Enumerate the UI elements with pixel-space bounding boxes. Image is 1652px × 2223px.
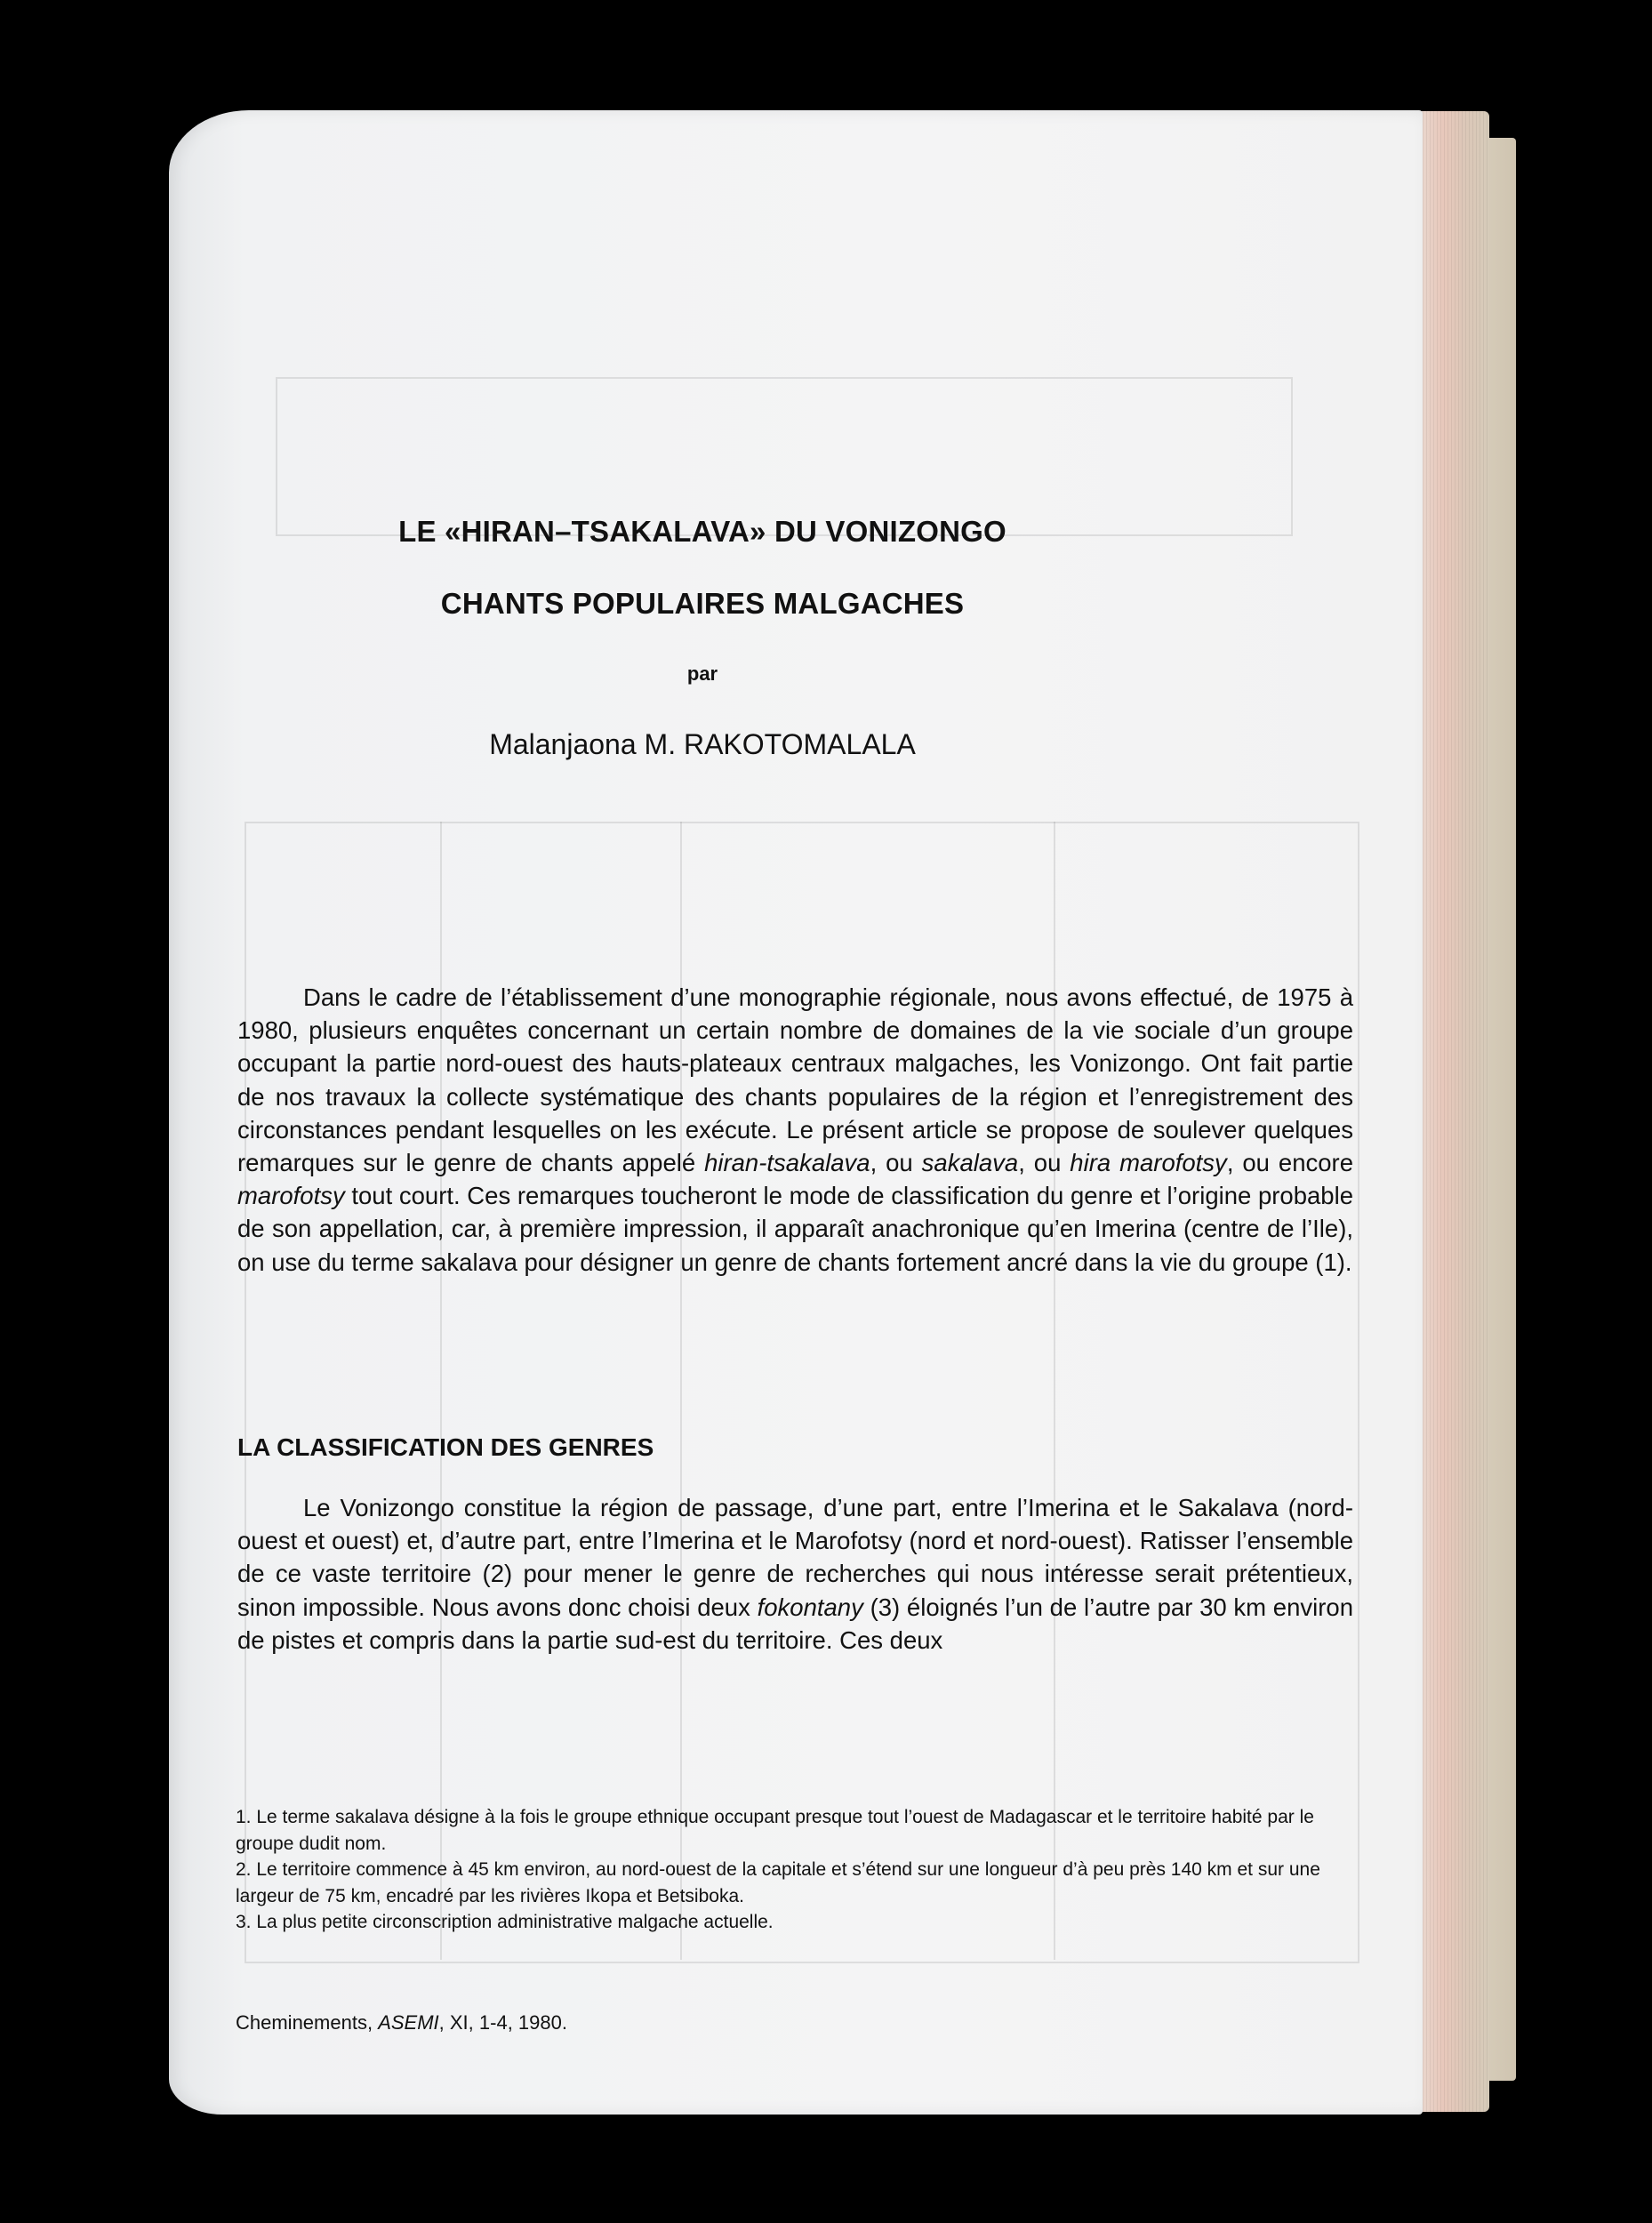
intro-paragraph [237, 981, 1353, 1279]
journal-citation [236, 2011, 567, 2034]
footnote-2: 2. Le territoire commence à 45 km environ, au nord-ouest de la capitale et s’étend sur une longueur d’à peu près 140 km et sur une largeur de 75 km, encadré par les rivières Ikopa et Betsiboka. [236, 1859, 1320, 1906]
citation-series: ASEMI [378, 2011, 439, 2034]
section-heading: LA CLASSIFICATION DES GENRES [237, 1433, 654, 1461]
author-name: Malanjaona M. RAKOTOMALALA [489, 728, 916, 760]
section-text-1: Le Vonizongo constitue la région de passage, d’une part, entre l’Imerina et le Sakalava (nord-ouest et ouest) et, d’autre part, entre l’Imerina et le Marofotsy (nord et nord-ouest). Ratisser l’ensemble de ce vaste territoire (2) pour mener le genre de recherches qui nous intéresse serait prétentieux, sinon impossible. Nous avons donc choisi deux [237, 1494, 1353, 1621]
intro-text-5: tout court. Ces remarques toucheront le mode de classification du genre et l’origine probable de son appellation, car, à première impression, il apparaît anachronique qu’en Imerina (centre de l’Ile), on use du terme sakalava pour désigner un genre de chants fortement ancré dans la vie du groupe (1). [237, 1182, 1353, 1276]
intro-text-1: Dans le cadre de l’établissement d’une monographie régionale, nous avons effectué, de 1975 à 1980, plusieurs enquêtes concernant un certain nombre de domaines de la vie sociale d’un groupe occupant la partie nord-ouest des hauts-plateaux centraux malgaches, les Vonizongo. Ont fait partie de nos travaux la collecte systématique des chants populaires de la région et l’enregistrement des circonstances pendant lesquelles on les exécute. Le présent article se propose de soulever quelques remarques sur le genre de chants appelé [237, 983, 1353, 1177]
intro-text-4: , ou encore [1226, 1149, 1353, 1177]
citation-journal: Cheminements, [236, 2011, 379, 2034]
intro-term-sakalava: sakalava [921, 1149, 1019, 1177]
footnote-3: 3. La plus petite circonscription administrative malgache actuelle. [236, 1912, 774, 1933]
article-title-line1: LE «HIRAN–TSAKALAVA» DU VONIZONGO [398, 515, 1006, 548]
intro-term-marofotsy: marofotsy [237, 1182, 345, 1210]
show-through-header [391, 257, 1325, 275]
citation-volume: , XI, 1-4, 1980. [438, 2011, 567, 2034]
section-term-fokontany: fokontany [757, 1593, 863, 1621]
intro-term-hira-marofotsy: hira marofotsy [1070, 1149, 1227, 1177]
intro-text-2: , ou [870, 1149, 922, 1177]
footnotes [236, 1804, 1358, 1936]
section-paragraph [237, 1491, 1353, 1657]
book-page [169, 110, 1423, 2115]
section-text-2: (3) éloignés l’un de l’autre par 30 km environ de pistes et compris dans la partie sud-est du territoire. Ces deux [237, 1593, 1353, 1654]
show-through-table-top [276, 377, 1293, 536]
intro-text-3: , ou [1018, 1149, 1071, 1177]
intro-term-hiran-tsakalava: hiran-tsakalava [704, 1149, 870, 1177]
byline-par: par [686, 662, 718, 685]
article-title-line2: CHANTS POPULAIRES MALGACHES [440, 587, 965, 620]
footnote-1: 1. Le terme sakalava désigne à la fois le groupe ethnique occupant presque tout l’ouest de Madagascar et le territoire habité par le groupe dudit nom. [236, 1807, 1314, 1854]
